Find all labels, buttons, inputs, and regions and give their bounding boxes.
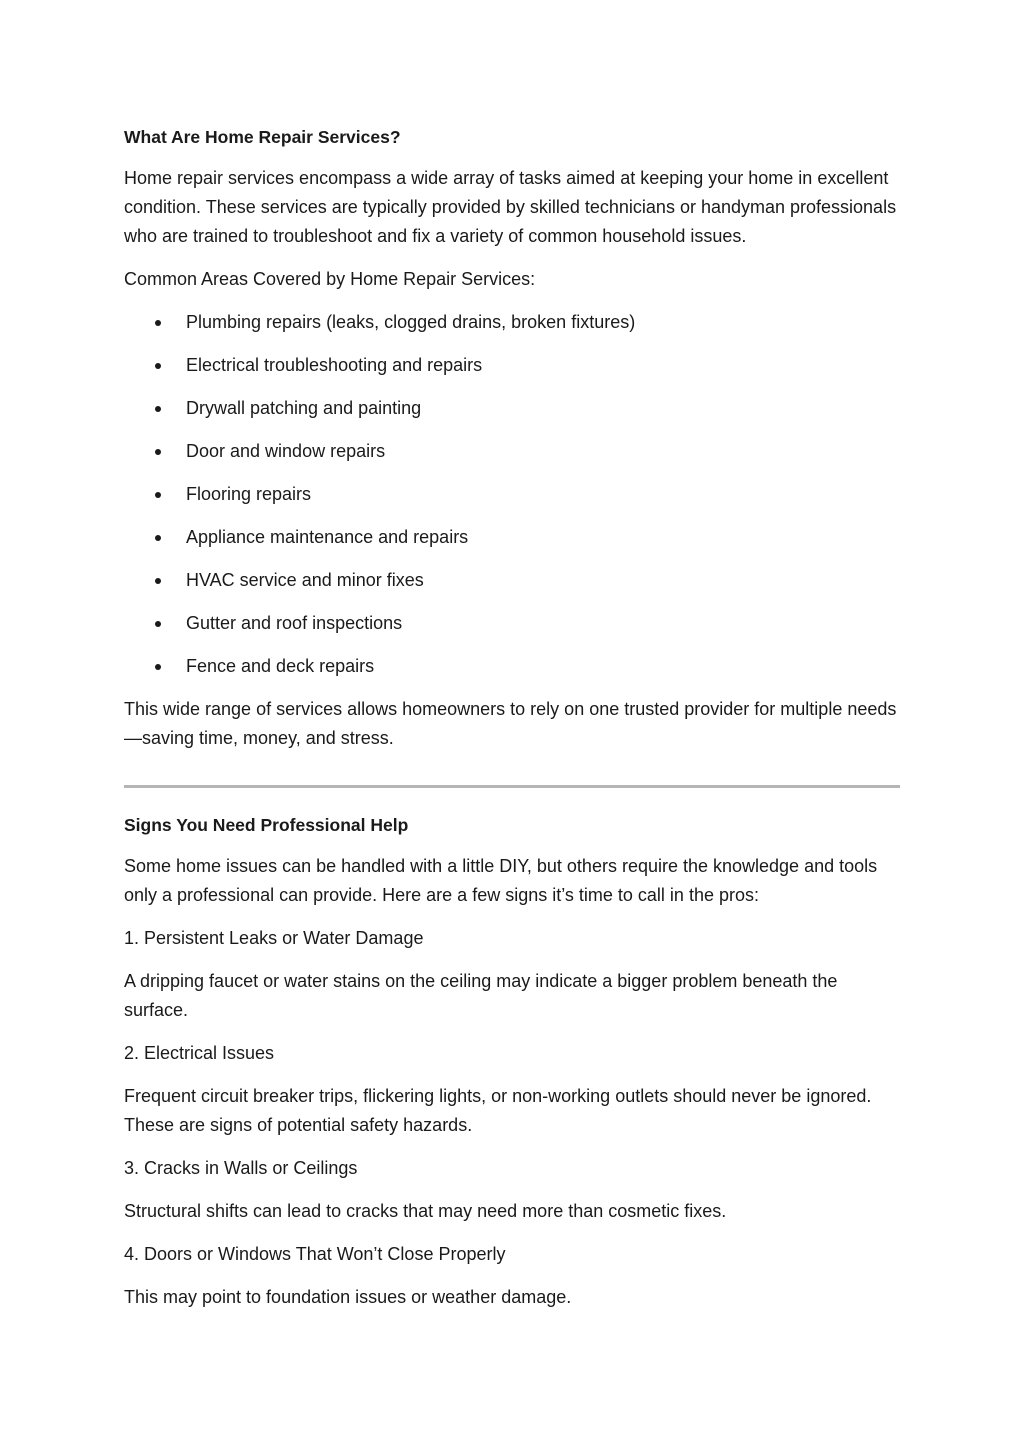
list-item-text: Electrical troubleshooting and repairs <box>186 355 483 375</box>
sign-title: 4. Doors or Windows That Won’t Close Properly <box>124 1244 506 1264</box>
list-item <box>124 394 904 423</box>
bullet-icon <box>155 492 161 498</box>
list-item <box>124 523 904 552</box>
bullet-icon <box>155 406 161 412</box>
sign-text: This may point to foundation issues or weather damage. <box>124 1287 572 1307</box>
list-item-text: Gutter and roof inspections <box>186 613 403 633</box>
sign-text: Structural shifts can lead to cracks that may need more than cosmetic fixes. <box>124 1201 727 1221</box>
bullet-icon <box>155 621 161 627</box>
list-item <box>124 480 904 509</box>
sign-title: 2. Electrical Issues <box>124 1043 275 1063</box>
list-item <box>124 652 904 681</box>
signs-intro-paragraph: Some home issues can be handled with a little DIY, but others require the knowledge and tools only a professional can provide. Here are a few signs it’s time to call in the pros: <box>124 856 878 905</box>
services-list <box>124 308 904 681</box>
bullet-icon <box>155 664 161 670</box>
list-item <box>124 566 904 595</box>
list-item <box>124 437 904 466</box>
sign-title: 3. Cracks in Walls or Ceilings <box>124 1158 358 1178</box>
bullet-icon <box>155 320 161 326</box>
list-item-text: Door and window repairs <box>186 441 386 461</box>
list-item <box>124 351 904 380</box>
intro-paragraph: Home repair services encompass a wide array of tasks aimed at keeping your home in excellent condition. These services are typically provided by skilled technicians or handyman professionals who are trained to troubleshoot and fix a variety of common household issues. <box>124 168 897 246</box>
list-item <box>124 308 904 337</box>
bullet-icon <box>155 363 161 369</box>
list-item-text: Drywall patching and painting <box>186 398 422 418</box>
sign-text: A dripping faucet or water stains on the ceiling may indicate a bigger problem beneath the surface. <box>124 971 838 1020</box>
sign-title: 1. Persistent Leaks or Water Damage <box>124 928 424 948</box>
list-item-text: Plumbing repairs (leaks, clogged drains, broken fixtures) <box>186 312 636 332</box>
closing-paragraph: This wide range of services allows homeowners to rely on one trusted provider for multiple needs—saving time, money, and stress. <box>124 699 897 748</box>
section-heading-signs-professional-help: Signs You Need Professional Help <box>124 815 409 835</box>
list-item-text: Appliance maintenance and repairs <box>186 527 469 547</box>
list-item-text: HVAC service and minor fixes <box>186 570 424 590</box>
list-item-text: Fence and deck repairs <box>186 656 375 676</box>
document-page <box>124 124 904 1326</box>
section-divider <box>124 785 900 788</box>
list-item <box>124 609 904 638</box>
list-item-text: Flooring repairs <box>186 484 312 504</box>
bullet-icon <box>155 449 161 455</box>
sign-text: Frequent circuit breaker trips, flickering lights, or non-working outlets should never be ignored. These are signs of potential safety hazards. <box>124 1086 872 1135</box>
bullet-icon <box>155 535 161 541</box>
section-heading-home-repair-services: What Are Home Repair Services? <box>124 127 401 147</box>
bullet-icon <box>155 578 161 584</box>
list-title: Common Areas Covered by Home Repair Services: <box>124 269 536 289</box>
